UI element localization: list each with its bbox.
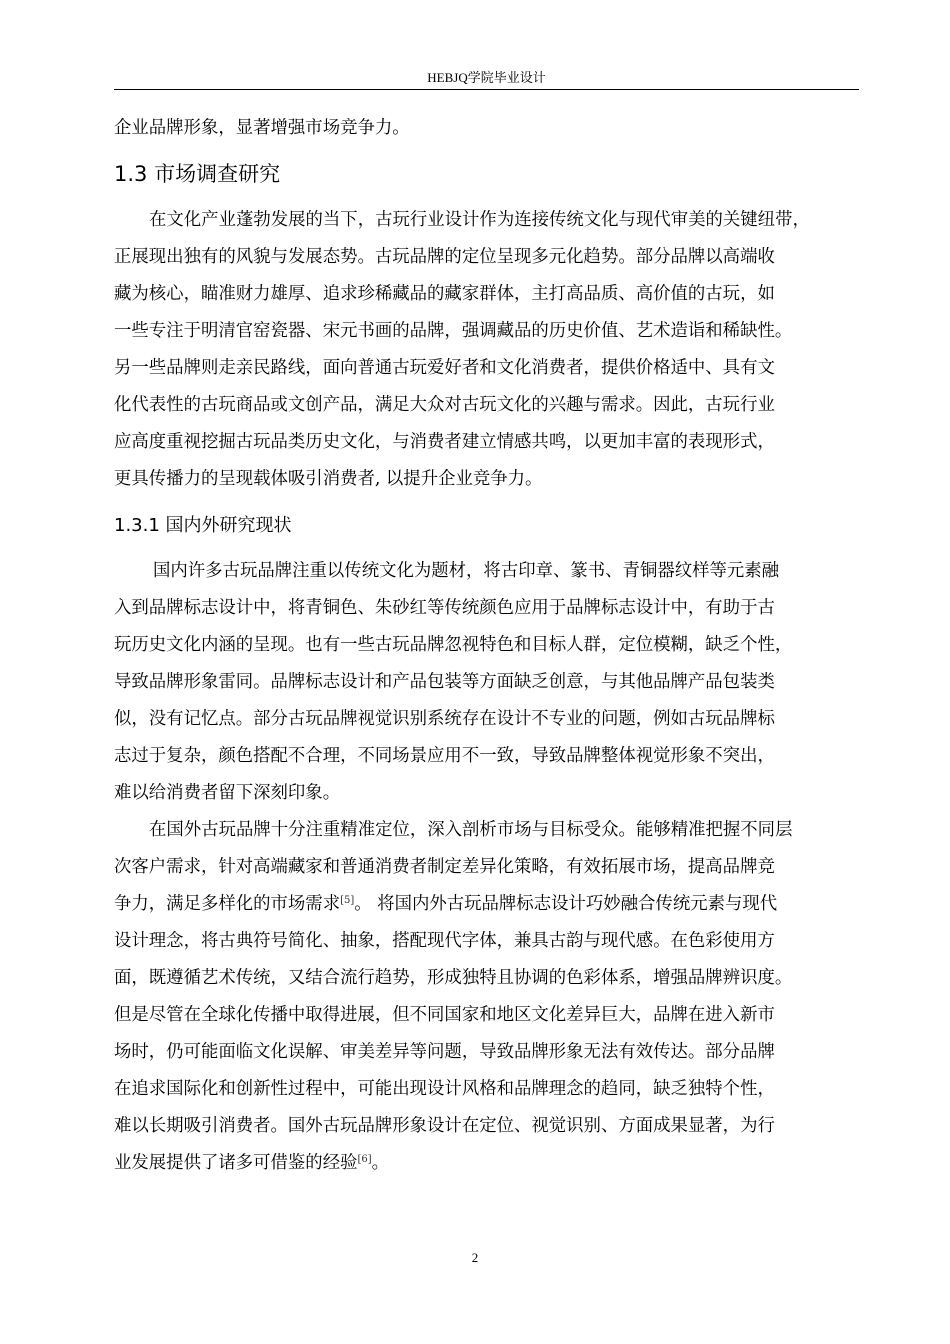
text-run: 争力，满足多样化的市场需求 [114, 894, 341, 914]
paragraph-line: 志过于复杂，颜色搭配不合理，不同场景应用不一致，导致品牌整体视觉形象不突出， [114, 746, 775, 766]
paragraph-line: 应高度重视挖掘古玩品类历史文化，与消费者建立情感共鸣，以更加丰富的表现形式， [114, 432, 775, 452]
continuation-text: 企业品牌形象，显著增强市场竞争力。 [114, 118, 410, 138]
paragraph-line: 次客户需求，针对高端藏家和普通消费者制定差异化策略，有效拓展市场，提高品牌竞 [114, 857, 775, 877]
header-rule [114, 89, 859, 90]
section-heading-1-3-1: 1.3.1 国内外研究现状 [114, 515, 292, 536]
paragraph-line: 藏为核心，瞄准财力雄厚、追求珍稀藏品的藏家群体，主打高品质、高价值的古玩，如 [114, 284, 775, 304]
paragraph-line: 场时，仍可能面临文化误解、审美差异等问题，导致品牌形象无法有效传达。部分品牌 [114, 1042, 775, 1062]
paragraph-line: 导致品牌形象雷同。品牌标志设计和产品包装等方面缺乏创意，与其他品牌产品包装类 [114, 672, 775, 692]
text-run: 。 将国内外古玩品牌标志设计巧妙融合传统元素与现代 [354, 894, 778, 914]
text-run: 业发展提供了诸多可借鉴的经验 [114, 1153, 358, 1173]
paragraph-line: 但是尽管在全球化传播中取得进展，但不同国家和地区文化差异巨大，品牌在进入新市 [114, 1005, 775, 1025]
page-body [114, 110, 869, 1182]
section-1-3-paragraph [114, 202, 869, 498]
paragraph-line: 难以给消费者留下深刻印象。 [114, 783, 341, 803]
paragraph-line: 入到品牌标志设计中，将青铜色、朱砂红等传统颜色应用于品牌标志设计中，有助于古 [114, 598, 775, 618]
paragraph-line: 一些专注于明清官窑瓷器、宋元书画的品牌，强调藏品的历史价值、艺术造诣和稀缺性。 [114, 321, 793, 341]
paragraph-line [114, 886, 869, 923]
paragraph-line: 玩历史文化内涵的呈现。也有一些古玩品牌忽视特色和目标人群，定位模糊，缺乏个性， [114, 635, 793, 655]
paragraph-line: 化代表性的古玩商品或文创产品，满足大众对古玩文化的兴趣与需求。因此，古玩行业 [114, 395, 775, 415]
paragraph-line [114, 1145, 869, 1182]
paragraph-line: 另一些品牌则走亲民路线，面向普通古玩爱好者和文化消费者，提供价格适中、具有文 [114, 358, 775, 378]
page-header: HEBJQ学院毕业设计 [427, 70, 546, 85]
paragraph-line: 设计理念，将古典符号简化、抽象，搭配现代字体，兼具古韵与现代感。在色彩使用方 [114, 931, 775, 951]
paragraph-line: 更具传播力的呈现载体吸引消费者, 以提升企业竞争力。 [114, 469, 543, 489]
paragraph-line: 在文化产业蓬勃发展的当下，古玩行业设计作为连接传统文化与现代审美的关键纽带， [149, 210, 810, 230]
citation-ref-5: [5] [340, 895, 355, 906]
paragraph-line: 国内许多古玩品牌注重以传统文化为题材，将古印章、篆书、青铜器纹样等元素融 [153, 561, 780, 581]
page-number: 2 [471, 1250, 479, 1265]
paragraph-line: 面，既遵循艺术传统，又结合流行趋势，形成独特且协调的色彩体系，增强品牌辨识度。 [114, 968, 793, 988]
paragraph-line: 在国外古玩品牌十分注重精准定位，深入剖析市场与目标受众。能够精准把握不同层 [149, 820, 793, 840]
paragraph-line: 似，没有记忆点。部分古玩品牌视觉识别系统存在设计不专业的问题，例如古玩品牌标 [114, 709, 775, 729]
text-run: 。 [371, 1153, 390, 1173]
domestic-research-paragraph [114, 553, 869, 812]
foreign-research-paragraph [114, 812, 869, 1182]
paragraph-line: 难以长期吸引消费者。国外古玩品牌形象设计在定位、视觉识别、方面成果显著，为行 [114, 1116, 775, 1136]
section-heading-1-3: 1.3 市场调查研究 [114, 162, 281, 186]
citation-ref-6: [6] [357, 1154, 372, 1165]
paragraph-line: 在追求国际化和创新性过程中，可能出现设计风格和品牌理念的趋同，缺乏独特个性， [114, 1079, 775, 1099]
paragraph-line: 正展现出独有的风貌与发展态势。古玩品牌的定位呈现多元化趋势。部分品牌以高端收 [114, 247, 775, 267]
